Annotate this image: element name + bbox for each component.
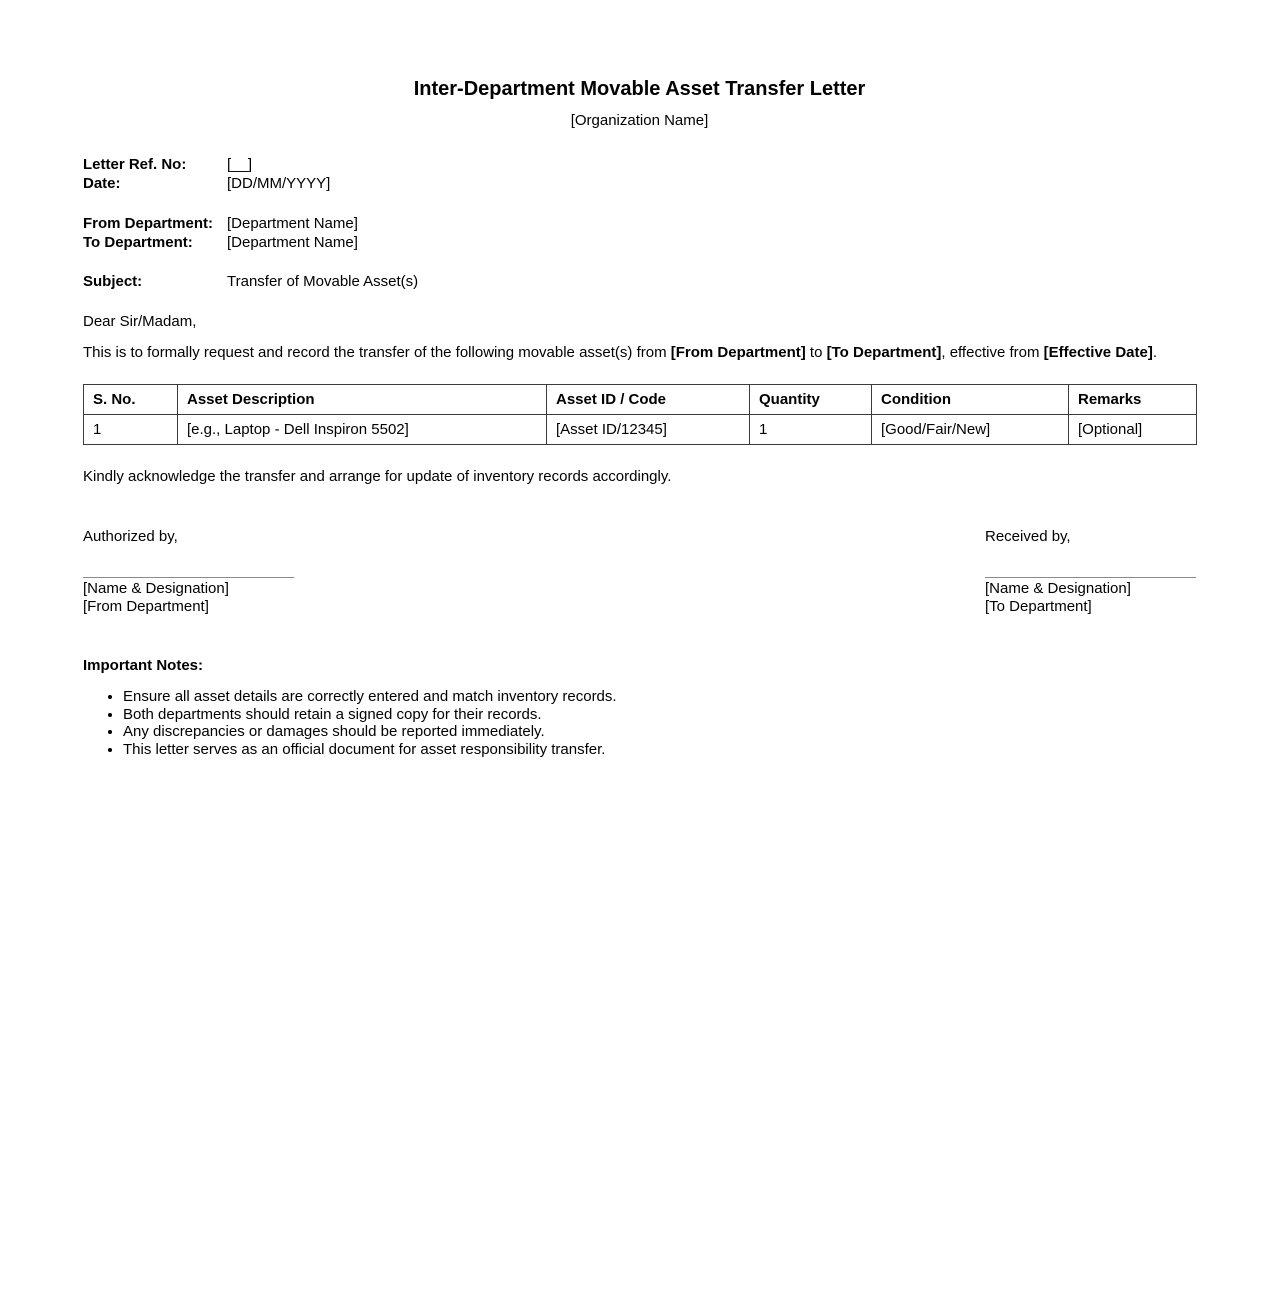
asset-table [83, 384, 1197, 445]
intro-paragraph [83, 344, 1196, 363]
acknowledgement-paragraph: Kindly acknowledge the transfer and arrange for update of inventory records accordingly. [83, 467, 672, 485]
subject-block [83, 273, 1196, 292]
to-department-row [83, 234, 1196, 253]
page-title: Inter-Department Movable Asset Transfer Letter [413, 78, 866, 100]
intro-text-2: to [805, 344, 827, 361]
cell-condition: [Good/Fair/New] [872, 414, 1069, 444]
authorized-name: [Name & Designation] [83, 579, 229, 597]
received-name: [Name & Designation] [985, 579, 1131, 597]
intro-to-department: [To Department] [826, 344, 942, 361]
header-s-no: S. No. [84, 384, 178, 414]
cell-quantity: 1 [750, 414, 872, 444]
note-item: • This letter serves as an official document for asset responsibility transfer. [123, 741, 1196, 759]
received-signature-line [985, 577, 1196, 578]
received-by-block [985, 528, 1196, 617]
cell-remarks: [Optional] [1069, 414, 1197, 444]
subject-value: Transfer of Movable Asset(s) [227, 273, 419, 290]
header-asset-id: Asset ID / Code [547, 384, 750, 414]
intro-from-department: [From Department] [670, 344, 806, 361]
salutation: Dear Sir/Madam, [83, 312, 197, 330]
received-department: [To Department] [985, 598, 1092, 615]
from-department-value: [Department Name] [227, 215, 358, 232]
cell-asset-description: [e.g., Laptop - Dell Inspiron 5502] [178, 414, 547, 444]
date-value: [DD/MM/YYYY] [227, 174, 331, 192]
subject-row [83, 273, 1196, 292]
intro-effective-date: [Effective Date] [1043, 344, 1153, 361]
date-row [83, 175, 1196, 194]
intro-text-4: . [1152, 344, 1157, 361]
to-department-label: To Department: [83, 233, 193, 251]
department-block [83, 215, 1196, 252]
from-department-label: From Department: [83, 215, 214, 232]
header-quantity: Quantity [750, 384, 872, 414]
letter-ref-label: Letter Ref. No: [83, 156, 187, 173]
header-remarks: Remarks [1069, 384, 1197, 414]
authorized-by-block [83, 528, 294, 617]
received-by-heading: Received by, [985, 528, 1071, 545]
authorized-department: [From Department] [83, 598, 209, 615]
intro-text-1: This is to formally request and record the transfer of the following movable asset(s) from [83, 344, 671, 361]
date-label: Date: [83, 174, 121, 192]
cell-s-no: 1 [84, 414, 178, 444]
note-item: • Both departments should retain a signed copy for their records. [123, 706, 1196, 724]
notes-list [83, 688, 1196, 758]
note-item: • Any discrepancies or damages should be reported immediately. [123, 723, 1196, 741]
intro-text-3: , effective from [941, 344, 1044, 361]
asset-table-header-row [84, 384, 1197, 414]
to-department-value: [Department Name] [227, 233, 358, 251]
organization-name: [Organization Name] [570, 112, 709, 129]
important-notes-heading: Important Notes: [83, 656, 203, 674]
cell-asset-id: [Asset ID/12345] [547, 414, 750, 444]
table-row [84, 414, 1197, 444]
authorized-by-heading: Authorized by, [83, 528, 178, 545]
authorized-signature-line [83, 577, 294, 578]
header-asset-description: Asset Description [178, 384, 547, 414]
from-department-row [83, 215, 1196, 234]
letter-meta-block [83, 156, 1196, 193]
note-item: • Ensure all asset details are correctly entered and match inventory records. [123, 688, 1196, 706]
letter-ref-row [83, 156, 1196, 175]
signature-section [83, 528, 1196, 617]
letter-ref-value: [__] [227, 156, 253, 173]
subject-label: Subject: [83, 273, 143, 290]
header-condition: Condition [872, 384, 1069, 414]
